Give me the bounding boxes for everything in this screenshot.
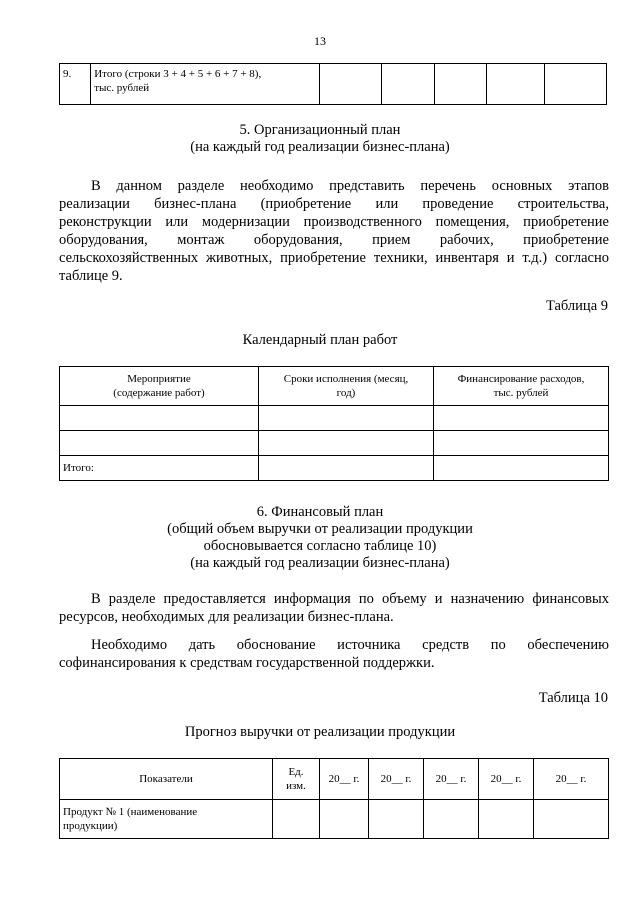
row-label: [91, 64, 320, 105]
table-row: [60, 456, 609, 481]
table-cell: [434, 406, 609, 431]
header-line: изм.: [286, 780, 306, 792]
table-row: [60, 431, 609, 456]
table-cell: [369, 800, 424, 839]
section5-subtitle: (на каждый год реализации бизнес-плана): [190, 139, 450, 155]
header-line: тыс. рублей: [493, 387, 549, 399]
column-header-year: 20__ г.: [534, 759, 609, 800]
table-cell: [319, 64, 381, 105]
row-label-line-1: Продукт № 1 (наименование: [63, 806, 198, 818]
row-number: 9.: [60, 64, 91, 105]
table10: [59, 758, 609, 839]
column-header-financing: [434, 367, 609, 406]
table-cell: [273, 800, 320, 839]
table10-label: Таблица 10: [538, 690, 608, 706]
para-line: оборудования, монтаж оборудования, прием рабочих, приобретение: [59, 232, 609, 248]
row-label: [60, 800, 273, 839]
row-label-line-2: продукции): [63, 820, 118, 832]
column-header-year: 20__ г.: [369, 759, 424, 800]
table-cell: [60, 406, 259, 431]
header-line: Финансирование расходов,: [457, 373, 585, 385]
table-cell: [479, 800, 534, 839]
section6-paragraph-1: [59, 590, 609, 626]
section6-subtitle: обосновывается согласно таблице 10): [203, 538, 437, 554]
table-cell: [534, 800, 609, 839]
column-header-year: 20__ г.: [424, 759, 479, 800]
section5-title: 5. Организационный план: [239, 122, 401, 138]
section6-title: 6. Финансовый план: [256, 504, 384, 520]
column-header-deadlines: [259, 367, 434, 406]
header-line: (содержание работ): [113, 387, 205, 399]
header-line: Ед.: [288, 766, 304, 778]
section6-subtitle: (на каждый год реализации бизнес-плана): [190, 555, 450, 571]
page-number: 13: [314, 34, 326, 48]
section6-heading: [0, 504, 640, 572]
section6-paragraph-2: [59, 636, 609, 672]
table-cell: [382, 64, 434, 105]
table9: [59, 366, 609, 481]
table-cell: [259, 431, 434, 456]
table-cell: [320, 800, 369, 839]
para-line: таблице 9.: [59, 268, 123, 284]
top-table: [59, 63, 607, 105]
table9-label: Таблица 9: [545, 298, 608, 314]
section6-subtitle: (общий объем выручки от реализации продукции: [167, 521, 473, 537]
column-header-unit: [273, 759, 320, 800]
para-line: сельскохозяйственных животных, приобретение техники, инвентаря и т.д.) согласно: [59, 250, 609, 266]
para-line: ресурсов, необходимых для реализации бизнес-плана.: [59, 609, 394, 625]
table-row: [60, 800, 609, 839]
table-cell: [434, 64, 486, 105]
table-header-row: [60, 367, 609, 406]
table10-title: Прогноз выручки от реализации продукции: [184, 724, 456, 740]
header-line: Мероприятие: [127, 373, 191, 385]
header-line: год): [336, 387, 356, 399]
table-row: [60, 406, 609, 431]
header-line: Сроки исполнения (месяц,: [283, 373, 409, 385]
table-cell: [259, 406, 434, 431]
column-header-year: 20__ г.: [479, 759, 534, 800]
row-label-line-1: Итого (строки 3 + 4 + 5 + 6 + 7 + 8),: [94, 68, 262, 80]
section5-heading: [0, 122, 640, 156]
table-header-row: [60, 759, 609, 800]
table-cell: [60, 431, 259, 456]
table-cell: [434, 456, 609, 481]
para-line: Необходимо дать обоснование источника средств по обеспечению: [91, 637, 609, 653]
table-cell: [434, 431, 609, 456]
para-line: софинансирования к средствам государственной поддержки.: [59, 655, 435, 671]
column-header-activity: [60, 367, 259, 406]
para-line: реализации бизнес-плана (приобретение или проведение строительства,: [59, 196, 609, 212]
row-label-line-2: тыс. рублей: [94, 82, 150, 94]
total-label: Итого:: [60, 456, 259, 481]
section5-paragraph: [59, 177, 609, 285]
para-line: В разделе предоставляется информация по объему и назначению финансовых: [91, 591, 609, 607]
para-line: реконструкции или модернизации производственного помещения, приобретение: [59, 214, 609, 230]
para-line: В данном разделе необходимо представить перечень основных этапов: [91, 178, 609, 194]
table-row: [60, 64, 607, 105]
table9-title: Календарный план работ: [242, 332, 398, 348]
table-cell: [544, 64, 607, 105]
table-cell: [259, 456, 434, 481]
column-header-indicators: Показатели: [60, 759, 273, 800]
table-cell: [487, 64, 544, 105]
table-cell: [424, 800, 479, 839]
column-header-year: 20__ г.: [320, 759, 369, 800]
